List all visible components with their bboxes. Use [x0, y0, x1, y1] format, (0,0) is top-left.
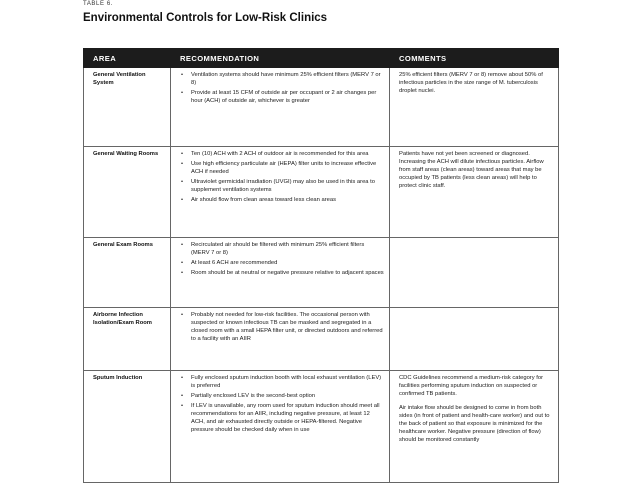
recommendation-item: • Use high efficiency particulate air (HEPA) filter units to increase effective ACH if needed: [180, 160, 384, 176]
comment-text: Patients have not yet been screened or diagnosed. Increasing the ACH will dilute infectious particles. Airflow from staff areas (clean areas) toward areas that may be occupied by TB patients (less clean areas) will help to protect clinic staff.: [399, 151, 544, 189]
recommendation-cell: [171, 68, 390, 147]
table-title: Environmental Controls for Low-Risk Clinics: [83, 12, 328, 24]
recommendation-item: • At least 6 ACH are recommended: [180, 259, 384, 267]
comment-cell: [390, 371, 559, 483]
comment-text: CDC Guidelines recommend a medium-risk category for facilities performing sputum induction on suspected or confirmed TB patients.: [399, 375, 544, 397]
recommendation-item: • Fully enclosed sputum induction booth with local exhaust ventilation (LEV) is preferred: [180, 374, 384, 390]
recommendation-list: [180, 71, 384, 105]
table-row: [84, 308, 559, 371]
recommendation-item: • Probably not needed for low-risk facilities. The occasional person with suspected or known infectious TB can be masked and segregated in a closed room with a small HEPA filter unit, or directed outdoors and referred to a facility with an AIIR: [180, 311, 384, 343]
recommendation-cell: [171, 147, 390, 238]
recommendation-cell: [171, 371, 390, 483]
recommendation-item: • Provide at least 15 CFM of outside air per occupant or 2 air changes per hour (ACH) of outside air, whichever is greater: [180, 89, 384, 105]
table-row: [84, 68, 559, 147]
area-cell: General Exam Rooms: [84, 238, 171, 308]
table-body: [84, 68, 559, 483]
recommendation-item: • Ultraviolet germicidal irradiation (UVGI) may also be used in this area to supplement ventilation systems: [180, 178, 384, 194]
comment-text: Air intake flow should be designed to come in from both sides (in front of patient and health-care worker) and out to the back of patient so that exposure is minimized for the healthcare worker. Negative pressure (direction of flow) should be monitored constantly: [399, 405, 550, 443]
header-recommendation: RECOMMENDATION: [171, 49, 390, 68]
header-comments: COMMENTS: [390, 49, 559, 68]
recommendation-list: [180, 374, 384, 434]
table-row: [84, 147, 559, 238]
table-row: [84, 238, 559, 308]
environmental-controls-table: [83, 48, 559, 483]
recommendation-item: • Ventilation systems should have minimum 25% efficient filters (MERV 7 or 8): [180, 71, 384, 87]
header-area: AREA: [84, 49, 171, 68]
recommendation-item: • Ten (10) ACH with 2 ACH of outdoor air is recommended for this area: [180, 150, 384, 158]
comment-cell: [390, 308, 559, 371]
recommendation-cell: [171, 308, 390, 371]
recommendation-list: [180, 150, 384, 204]
recommendation-list: [180, 311, 384, 343]
table-header: [84, 49, 559, 68]
recommendation-list: [180, 241, 384, 277]
recommendation-item: • Room should be at neutral or negative pressure relative to adjacent spaces: [180, 269, 384, 277]
recommendation-item: • Partially enclosed LEV is the second-best option: [180, 392, 384, 400]
table-number-label: TABLE 6.: [83, 1, 114, 7]
recommendation-cell: [171, 238, 390, 308]
area-cell: Airborne Infection Isolation/Exam Room: [84, 308, 171, 371]
comment-cell: [390, 68, 559, 147]
comment-cell: [390, 147, 559, 238]
comment-text: 25% efficient filters (MERV 7 or 8) remove about 50% of infectious particles in the size range of M. tuberculosis droplet nuclei.: [399, 72, 543, 94]
area-cell: General Waiting Rooms: [84, 147, 171, 238]
recommendation-item: • Air should flow from clean areas toward less clean areas: [180, 196, 384, 204]
comment-cell: [390, 238, 559, 308]
table-row: [84, 371, 559, 483]
header-row: [84, 49, 559, 68]
area-cell: Sputum Induction: [84, 371, 171, 483]
recommendation-item: • Recirculated air should be filtered with minimum 25% efficient filters (MERV 7 or 8): [180, 241, 384, 257]
recommendation-item: • If LEV is unavailable, any room used for sputum induction should meet all recommendations for an AIIR, including negative pressure, at least 12 ACH, and air exhausted directly outside or HEPA-filtered. Negative pressure should be checked daily when in use: [180, 402, 384, 434]
area-cell: General Ventilation System: [84, 68, 171, 147]
